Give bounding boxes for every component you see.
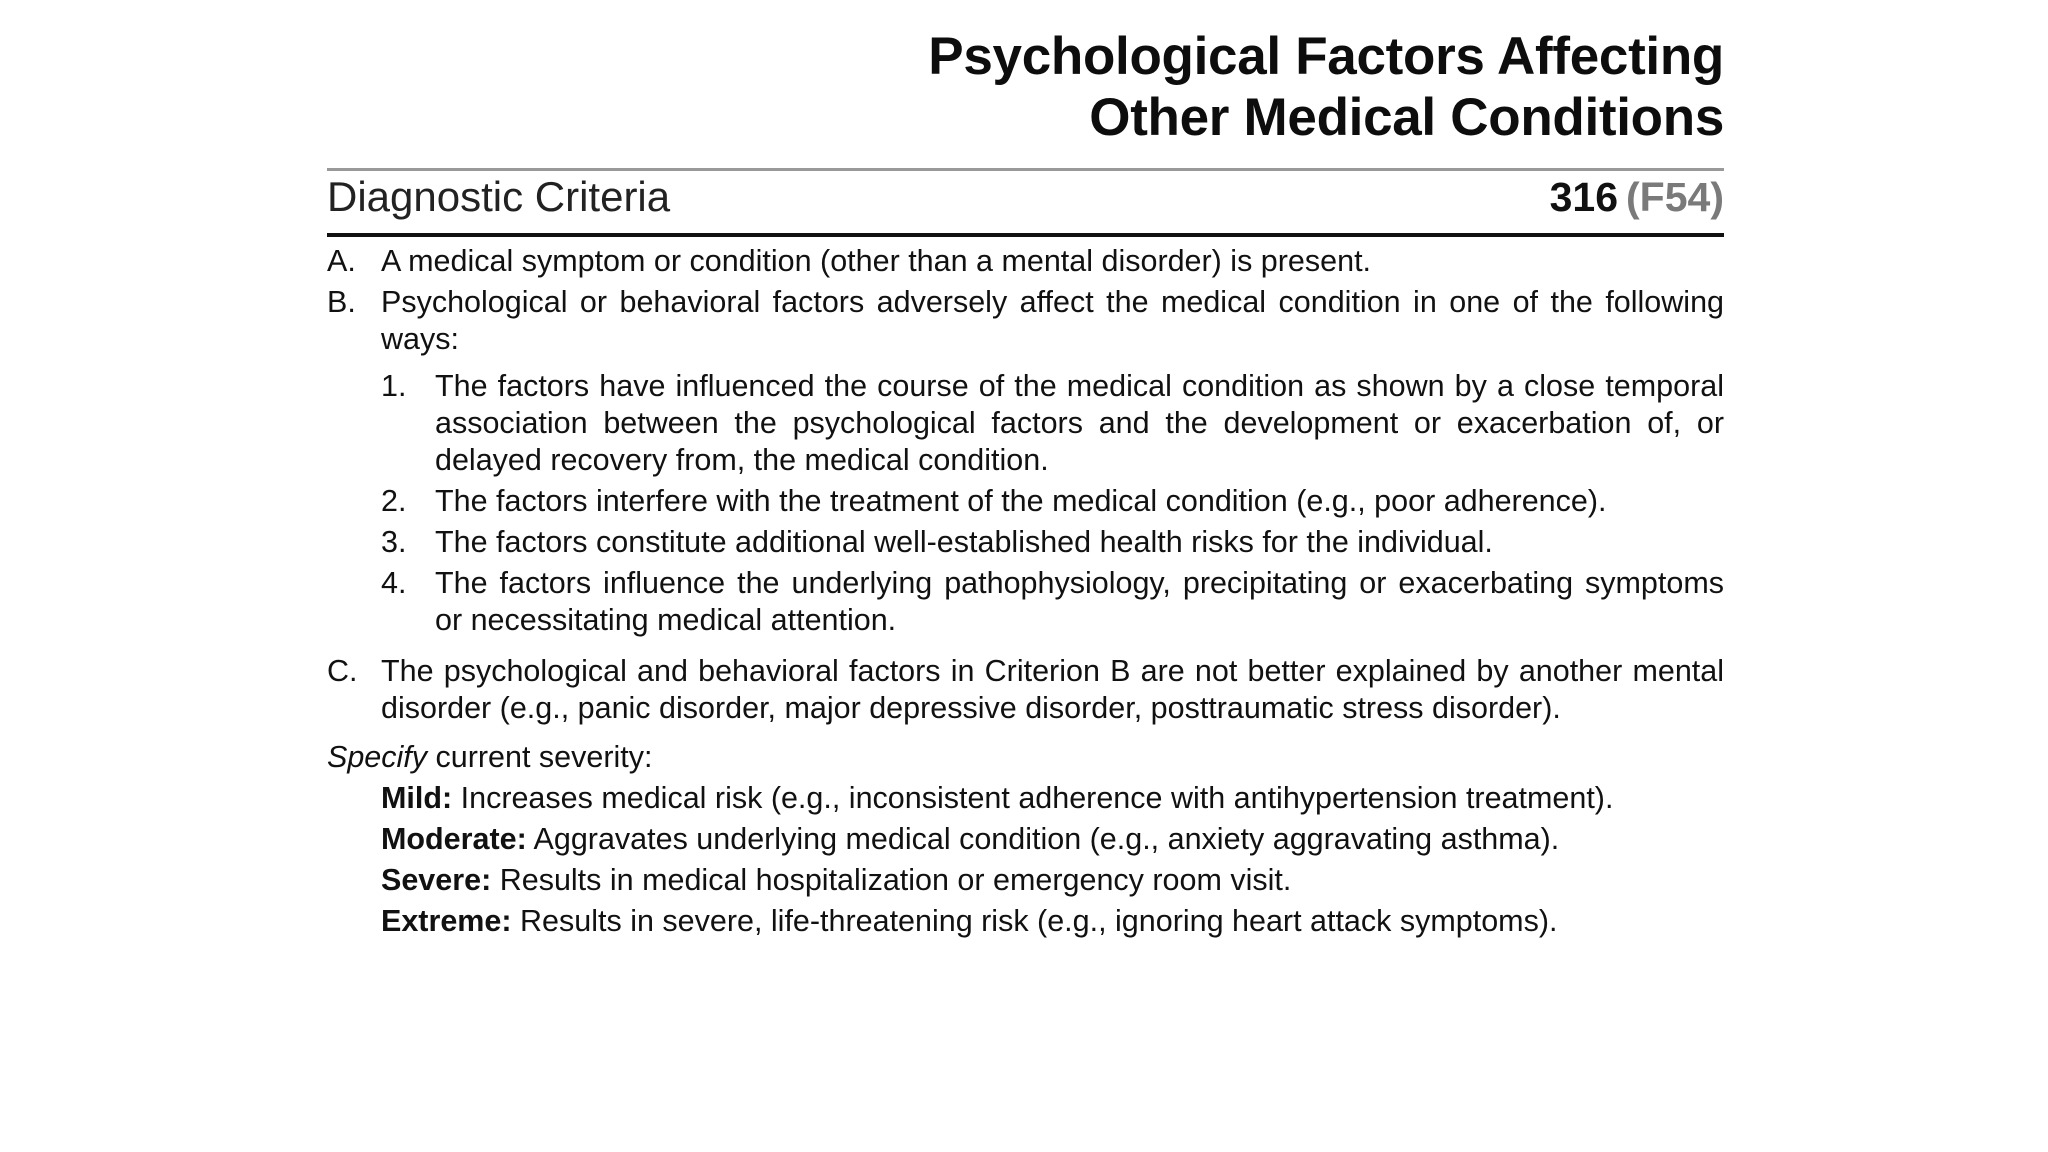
item-text: The factors interfere with the treatment of the medical condition (e.g., poor adherence). [435, 484, 1607, 518]
item-text: The factors constitute additional well-established health risks for the individual. [435, 525, 1493, 559]
list-item [381, 565, 1724, 639]
criterion-b [327, 284, 1724, 358]
item-text: The factors have influenced the course of the medical condition as shown by a close temporal association between the psychological factors and the development or exacerbation of, or delayed recovery from, the medical condition. [435, 369, 1724, 477]
severity-severe [381, 862, 1724, 899]
severity-label: Extreme: [381, 904, 512, 938]
section-label: Diagnostic Criteria [327, 173, 671, 220]
diagnostic-code [1550, 174, 1724, 221]
severity-text: Results in medical hospitalization or emergency room visit. [491, 863, 1292, 897]
severity-text: Increases medical risk (e.g., inconsistent adherence with antihypertension treatment). [452, 781, 1614, 815]
severity-text: Results in severe, life-threatening risk (e.g., ignoring heart attack symptoms). [511, 904, 1558, 938]
page-title [327, 26, 1724, 148]
header-bottom-rule [327, 233, 1724, 237]
severity-text: Aggravates underlying medical condition (e.g., anxiety aggravating asthma). [526, 822, 1560, 856]
item-number: 1. [381, 369, 407, 403]
severity-extreme [381, 903, 1724, 940]
item-number: 4. [381, 566, 407, 600]
severity-label: Severe: [381, 863, 492, 897]
title-line-1: Psychological Factors Affecting [928, 27, 1724, 86]
criterion-b-list [381, 368, 1724, 639]
criterion-text: Psychological or behavioral factors adversely affect the medical condition in one of the following ways: [381, 285, 1724, 356]
criteria-body [327, 243, 1724, 940]
criterion-letter: B. [327, 285, 356, 319]
specify-rest: current severity: [427, 740, 653, 774]
criterion-a [327, 243, 1724, 280]
criterion-text: A medical symptom or condition (other than a mental disorder) is present. [381, 244, 1372, 278]
specify-severity-heading [327, 739, 1724, 776]
item-number: 3. [381, 525, 407, 559]
item-number: 2. [381, 484, 407, 518]
severity-label: Moderate: [381, 822, 527, 856]
list-item [381, 483, 1724, 520]
severity-label: Mild: [381, 781, 453, 815]
content-column [327, 26, 1724, 944]
item-text: The factors influence the underlying pathophysiology, precipitating or exacerbating symptoms or necessitating medical attention. [435, 566, 1724, 637]
criterion-c [327, 653, 1724, 727]
icd-code: (F54) [1626, 174, 1724, 220]
criteria-header [327, 171, 1724, 233]
criterion-letter: C. [327, 654, 358, 688]
specify-italic: Specify [327, 740, 428, 774]
severity-moderate [381, 821, 1724, 858]
list-item [381, 368, 1724, 479]
severity-list [381, 780, 1724, 940]
severity-mild [381, 780, 1724, 817]
criterion-letter: A. [327, 244, 356, 278]
list-item [381, 524, 1724, 561]
title-line-2: Other Medical Conditions [1089, 88, 1724, 147]
criterion-text: The psychological and behavioral factors in Criterion B are not better explained by another mental disorder (e.g., panic disorder, major depressive disorder, posttraumatic stress disorder). [381, 654, 1724, 725]
dsm-code: 316 [1549, 174, 1619, 220]
